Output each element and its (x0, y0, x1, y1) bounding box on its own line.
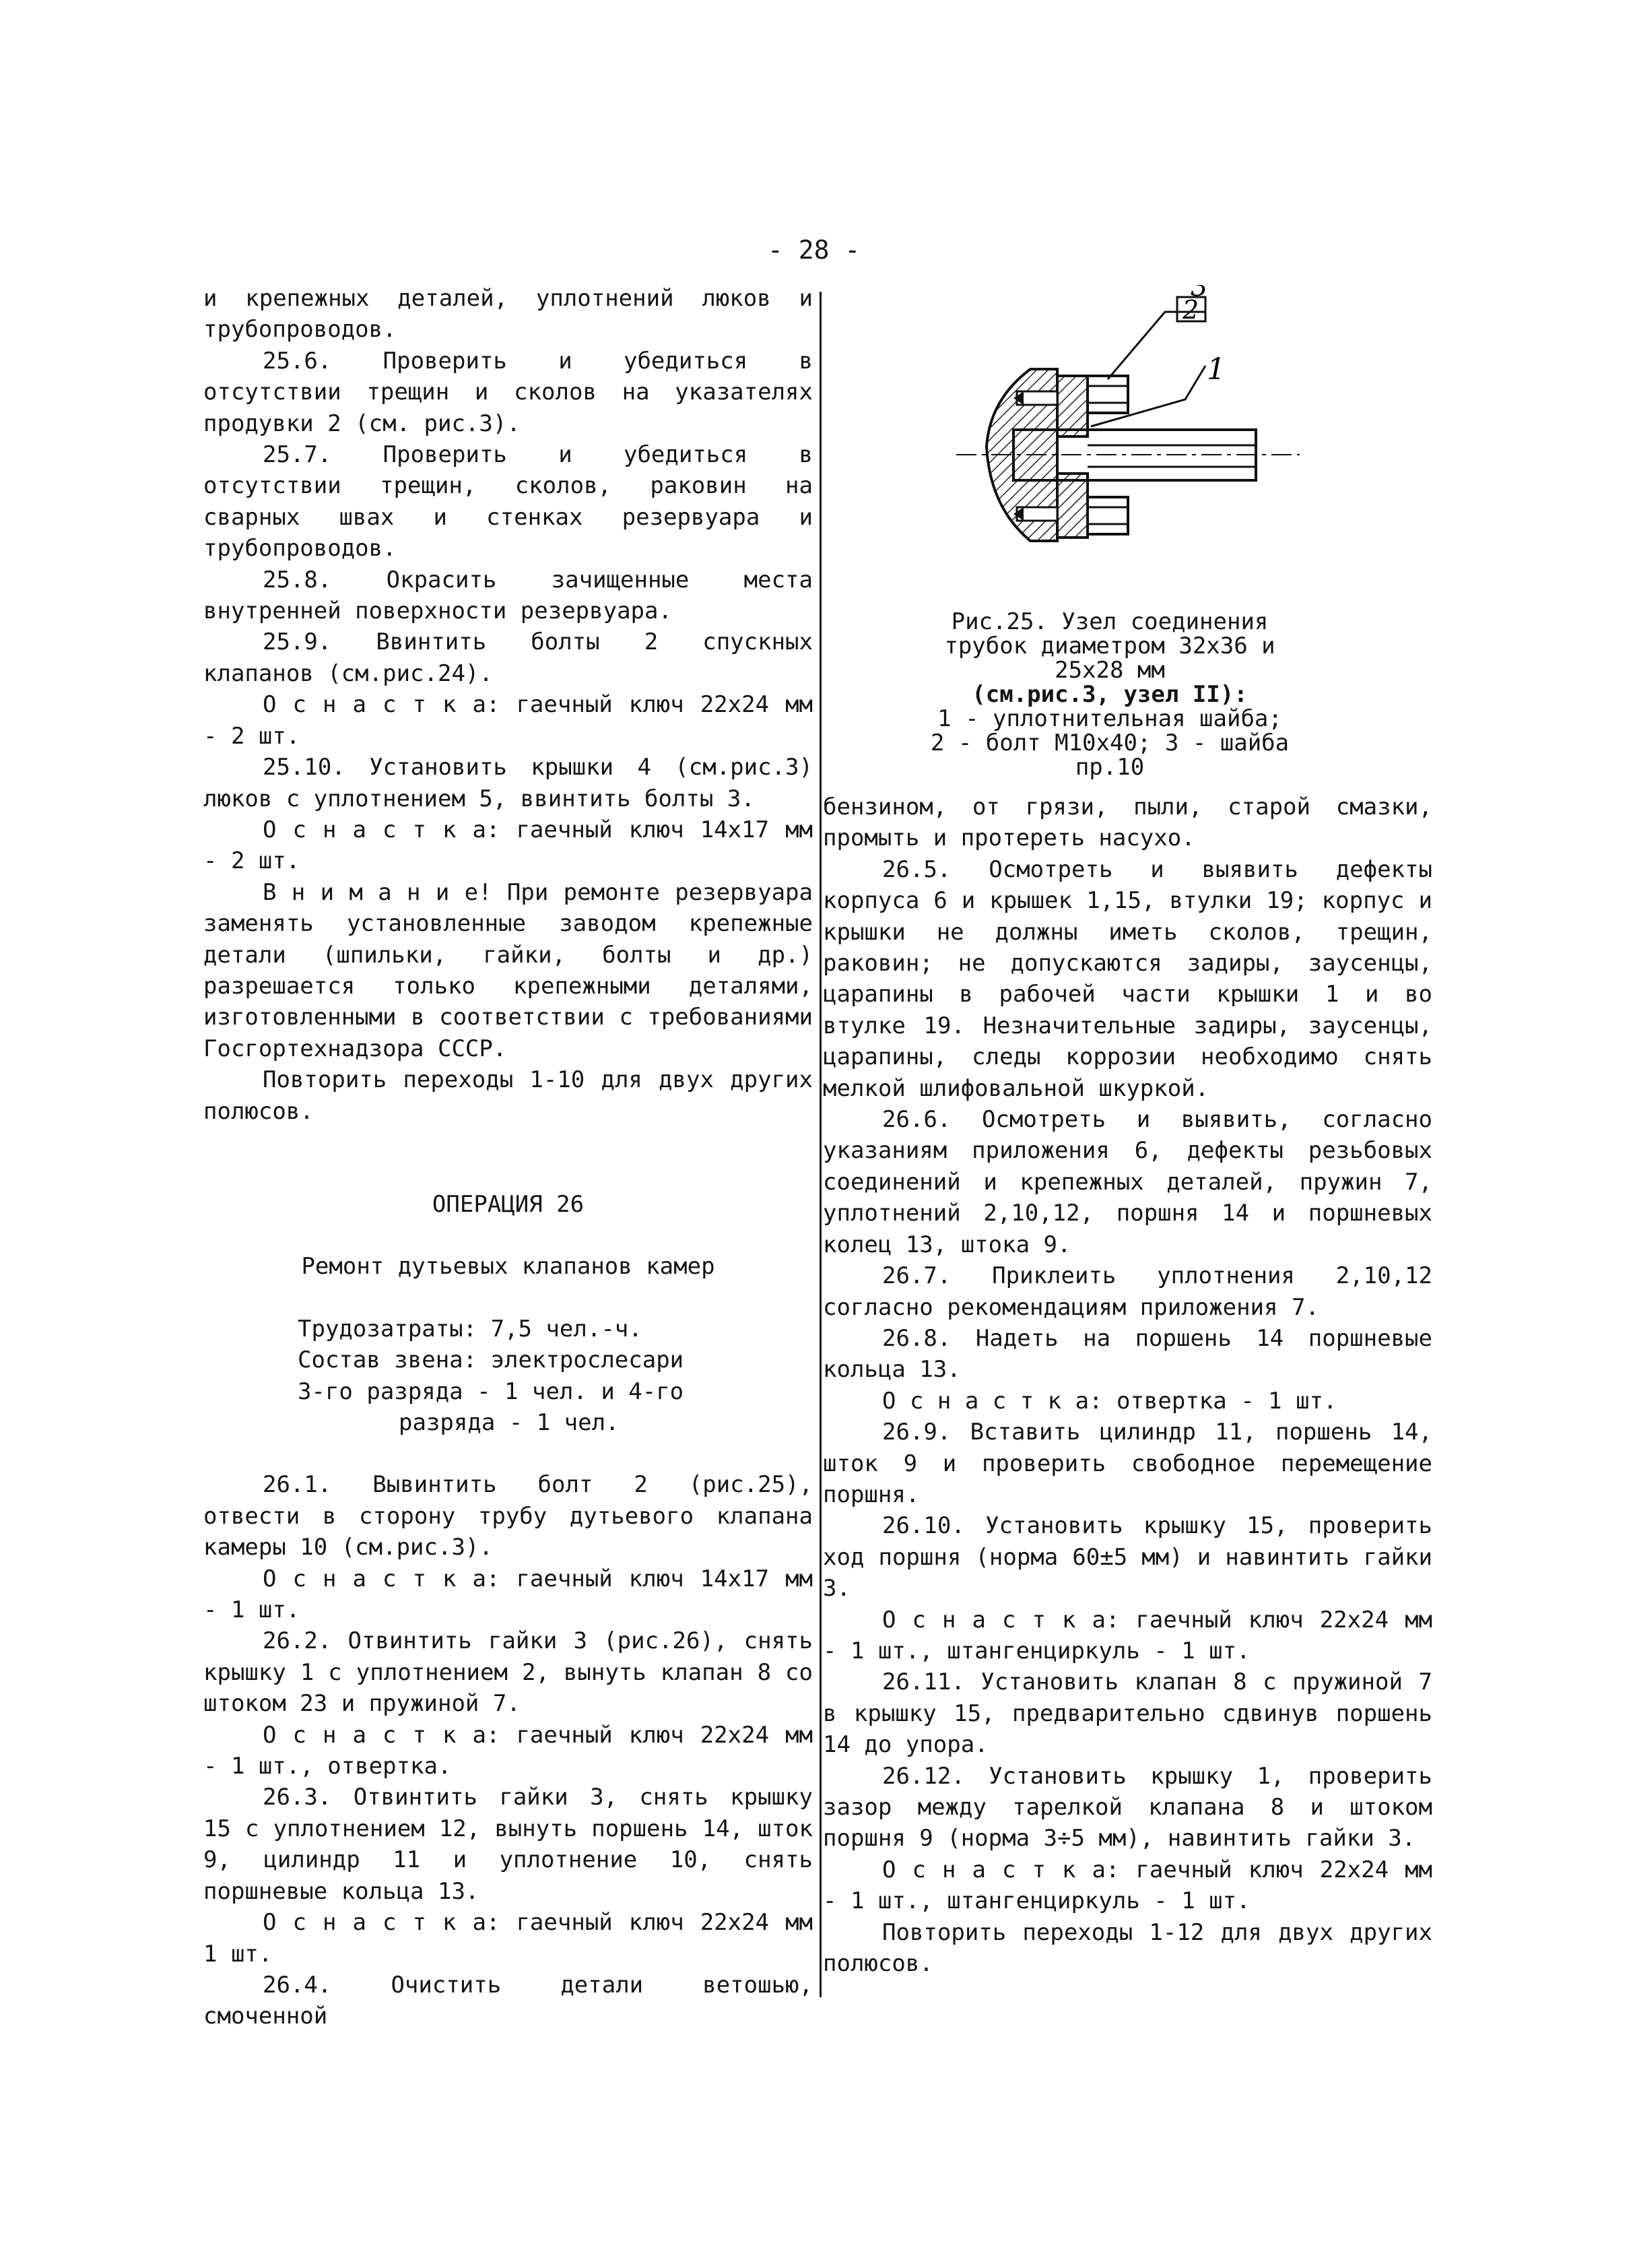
equipment-label: О с н а с т к а: (882, 1856, 1120, 1883)
caption-line-7: пр.10 (1075, 754, 1145, 781)
flange-bottom (1057, 474, 1088, 538)
spacer (203, 1438, 813, 1469)
step-26-11: 26.11. Установить клапан 8 с пружиной 7 в крышку 15, предварительно сдвинув поршень 14 до упора. (823, 1668, 1432, 1759)
labor-line-3: 3-го разряда - 1 чел. и 4-го (298, 1378, 684, 1405)
equipment-label: О с н а с т к а: (882, 1606, 1120, 1633)
step-26-6: 26.6. Осмотреть и выявить, согласно указаниям приложения 6, дефекты резьбовых соединений и крепежных деталей, пружин 7, уплотнений 2,10,12, поршня 14 и поршневых колец 13, штока 9. (823, 1106, 1432, 1258)
spacer (203, 1220, 813, 1251)
caption-line-5: 1 - уплотнительная шайба; (937, 705, 1282, 732)
equipment-label: О с н а с т к а: (263, 816, 500, 843)
figure-25 (950, 285, 1306, 608)
step-25-9: 25.9. Ввинтить болты 2 спускных клапанов (см.рис.24). (203, 628, 813, 687)
caption-line-6: 2 - болт М10х40; 3 - шайба (930, 730, 1290, 756)
step-26-1: 26.1. Вывинтить болт 2 (рис.25), отвести в сторону трубу дутьевого клапана камеры 10 (см.рис.3). (203, 1471, 813, 1561)
warning-text: При ремонте резервуара заменять установленные заводом крепежные детали (шпильки, гайки, болты и др.) разрешается только крепежными деталями, изготовленными в соответствии с требованиями Госгортехнадзора СССР. (203, 878, 813, 1062)
step-26-4: 26.4. Очистить детали ветошью, смоченной (203, 1971, 813, 2030)
labor-line-2: Состав звена: электрослесари (298, 1347, 684, 1374)
equipment-text: гаечный ключ 14х17 мм - 2 шт. (203, 816, 813, 875)
step-26-2: 26.2. Отвинтить гайки 3 (рис.26), снять крышку 1 с уплотнением 2, вынуть клапан 8 со штоком 23 и пружиной 7. (203, 1627, 813, 1718)
spacer (203, 1127, 813, 1189)
labor-block (203, 1314, 813, 1439)
warning-note (203, 877, 813, 1064)
labor-line-4: разряда - 1 чел. (399, 1409, 620, 1436)
equipment-text: отвертка - 1 шт. (1102, 1387, 1337, 1415)
step-26-3: 26.3. Отвинтить гайки 3, снять крышку 15 с уплотнением 12, вынуть поршень 14, шток 9, цилиндр 11 и уплотнение 10, снять поршневые кольца 13. (203, 1784, 813, 1905)
equipment-label: О с н а с т к а: (263, 1721, 500, 1749)
step-26-8: 26.8. Надеть на поршень 14 поршневые кольца 13. (823, 1324, 1432, 1384)
callout-2: 2 (1183, 295, 1199, 325)
labor-line-1: Трудозатраты: 7,5 чел.-ч. (298, 1315, 642, 1342)
equipment-label: О с н а с т к а: (263, 1909, 500, 1937)
operation-subtitle: Ремонт дутьевых клапанов камер (301, 1253, 715, 1281)
step-26-10: 26.10. Установить крышку 15, проверить ход поршня (норма 60±5 мм) и навинтить гайки 3. (823, 1512, 1432, 1602)
bolt-head-bottom (1088, 497, 1128, 534)
equipment-26-8 (823, 1386, 1432, 1417)
figure-caption (854, 610, 1366, 779)
equipment-text: гаечный ключ 22х24 мм - 1 шт., отвертка. (203, 1721, 813, 1780)
spacer (203, 1283, 813, 1314)
caption-line-3: 25х28 мм (1055, 657, 1165, 684)
repeat-note-25: Повторить переходы 1-10 для двух других полюсов. (203, 1066, 813, 1125)
equipment-label: О с н а с т к а: (263, 1565, 500, 1592)
caption-line-2: трубок диаметром 32х36 и (944, 633, 1275, 659)
step-26-9: 26.9. Вставить цилиндр 11, поршень 14, шток 9 и проверить свободное перемещение поршня. (823, 1419, 1432, 1508)
equipment-26-3 (203, 1907, 813, 1970)
bolt-head-top (1088, 376, 1128, 413)
callout-1: 1 (1207, 352, 1226, 387)
step-25-8: 25.8. Окрасить зачищенные места внутренней поверхности резервуара. (203, 566, 813, 625)
callout-3: 3 (1191, 285, 1208, 302)
equipment-label: О с н а с т к а: (882, 1387, 1103, 1415)
equipment-26-1 (203, 1563, 813, 1626)
paragraph-continuation: бензином, от грязи, пыли, старой смазки, промыть и протереть насухо. (823, 793, 1432, 852)
page-number: - 28 - (768, 235, 861, 265)
equipment-text: гаечный ключ 22х24 мм - 1 шт., штангенциркуль - 1 шт. (823, 1856, 1433, 1915)
column-divider (820, 292, 822, 1997)
step-25-6: 25.6. Проверить и убедиться в отсутствии трещин и сколов на указателях продувки 2 (см. рис.3). (203, 347, 813, 437)
equipment-label: О с н а с т к а: (263, 691, 500, 719)
flange-top (1057, 376, 1088, 436)
step-26-12: 26.12. Установить крышку 1, проверить зазор между тарелкой клапана 8 и штоком поршня 9 (норма 3÷5 мм), навинтить гайки 3. (823, 1762, 1432, 1852)
equipment-25-10 (203, 814, 813, 877)
equipment-26-12 (823, 1854, 1432, 1917)
caption-line-1: Рис.25. Узел соединения (951, 608, 1269, 635)
equipment-text: гаечный ключ 14х17 мм - 1 шт. (203, 1565, 813, 1624)
paragraph-continuation: и крепежных деталей, уплотнений люков и трубопроводов. (203, 285, 813, 344)
right-column (823, 791, 1432, 1979)
step-25-10: 25.10. Установить крышки 4 (см.рис.3) люков с уплотнением 5, ввинтить болты 3. (203, 754, 813, 812)
caption-line-4: (см.рис.3, узел II): (972, 681, 1248, 708)
equipment-26-10 (823, 1605, 1432, 1667)
step-26-5: 26.5. Осмотреть и выявить дефекты корпуса 6 и крышек 1,15, втулки 19; корпус и крышки не должны иметь сколов, трещин, раковин; не допускаются задиры, заусенцы, царапины в рабочей части крышки 1 и во втулке 19. Незначительные задиры, заусенцы, царапины, следы коррозии необходимо снять мелкой шлифовальной шкуркой. (823, 855, 1432, 1102)
step-25-7: 25.7. Проверить и убедиться в отсутствии трещин, сколов, раковин на сварных швах и стенках резервуара и трубопроводов. (203, 441, 813, 562)
pipe-joint-drawing (950, 285, 1306, 608)
left-column (203, 283, 813, 2032)
equipment-text: гаечный ключ 22х24 мм 1 шт. (203, 1909, 813, 1968)
step-26-7: 26.7. Приклеить уплотнения 2,10,12 согласно рекомендациям приложения 7. (823, 1262, 1432, 1321)
equipment-26-2 (203, 1720, 813, 1782)
equipment-25-9 (203, 689, 813, 752)
equipment-text: гаечный ключ 22х24 мм - 2 шт. (203, 691, 813, 750)
operation-title: ОПЕРАЦИЯ 26 (432, 1190, 585, 1218)
warning-label: В н и м а н и е! (263, 878, 492, 906)
repeat-note-26: Повторить переходы 1-12 для двух других полюсов. (823, 1918, 1432, 1978)
equipment-text: гаечный ключ 22х24 мм - 1 шт., штангенциркуль - 1 шт. (823, 1606, 1433, 1664)
